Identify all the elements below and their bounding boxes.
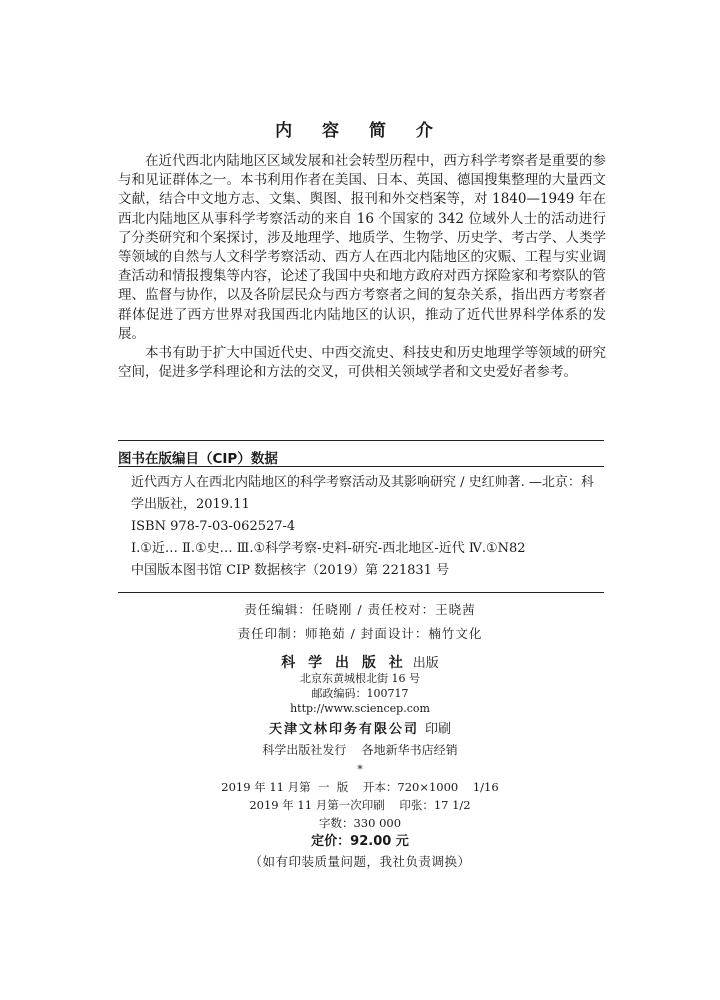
page-title: 内 容 简 介	[275, 121, 445, 141]
publisher-suffix: 出版	[412, 656, 439, 671]
editors-line-1: 责任编辑：任晓刚 / 责任校对：王晓茜	[244, 602, 476, 617]
summary-paragraph-1: 在近代西北内陆地区区域发展和社会转型历程中，西方科学考察者是重要的参与和见证群体之一。本书利用作者在美国、日本、英国、德国搜集整理的大量西文文献，结合中文地方志、文集、舆图、报刊和外交档案等，对 1840—1949 年在西北内陆地区从事科学考察活动的来自 16 个国家的 342 位域外人士的活动进行了分类研究和个案探讨，涉及地理学、地质学、生物学、历史学、考古学、人类学等领域的自然与人文科学考察活动、西方人在西北内陆地区的灾赈、工程与实业调查活动和情报搜集等内容，论述了我国中央和地方政府对西方探险家和考察队的管理、监督与协作，以及各阶层民众与西方考察者之间的复杂关系，指出西方考察者群体促进了西方世界对我国西北内陆地区的认识，推动了近代世界科学体系的发展。	[118, 153, 606, 342]
printer-suffix: 印刷	[425, 722, 452, 737]
printer-name: 天津文林印务有限公司	[268, 722, 419, 737]
publisher-name-line	[0, 656, 720, 671]
summary-text	[118, 152, 606, 382]
publisher-url: http://www.sciencep.com	[290, 702, 430, 715]
distribution-line: 科学出版社发行 各地新华书店经销	[262, 743, 458, 757]
edition-line: 2019 年 11 月第 一 版 开本：720×1000 1/16	[221, 780, 499, 794]
cip-block	[131, 472, 604, 582]
printing-line: 2019 年 11 月第一次印刷 印张：17 1/2	[249, 798, 471, 812]
editors-block	[0, 598, 720, 646]
cip-bibliographic-line: 近代西方人在西北内陆地区的科学考察活动及其影响研究 / 史红帅著. —北京：科学出版社，2019.11	[131, 475, 594, 512]
cip-bottom-rule	[118, 592, 604, 593]
separator-star: *	[357, 763, 363, 776]
cip-verification: 中国版本图书馆 CIP 数据核字（2019）第 221831 号	[131, 563, 450, 578]
publisher-postcode: 邮政编码：100717	[311, 687, 409, 700]
word-count: 字数：330 000	[318, 816, 402, 830]
publisher-name: 科 学 出 版 社	[281, 655, 407, 671]
price: 定价：92.00 元	[311, 834, 409, 849]
cip-classification: Ⅰ.①近… Ⅱ.①史… Ⅲ.①科学考察-史料-研究-西北地区-近代 Ⅳ.①N82	[131, 541, 526, 556]
editors-line-2: 责任印制：师艳茹 / 封面设计：楠竹文化	[237, 626, 483, 641]
summary-paragraph-2: 本书有助于扩大中国近代史、中西交流史、科技史和历史地理学等领域的研究空间，促进多学科理论和方法的交叉，可供相关领域学者和文史爱好者参考。	[118, 345, 606, 381]
publisher-block	[0, 656, 720, 872]
publisher-address: 北京东黄城根北街 16 号	[300, 672, 420, 685]
cip-isbn: ISBN 978-7-03-062527-4	[131, 519, 296, 534]
quality-notice: （如有印装质量问题，我社负责调换）	[249, 854, 471, 869]
printer-line	[0, 720, 720, 740]
cip-heading-rule	[118, 466, 604, 467]
cip-heading: 图书在版编目（CIP）数据	[118, 451, 278, 467]
cip-top-rule	[118, 440, 604, 441]
